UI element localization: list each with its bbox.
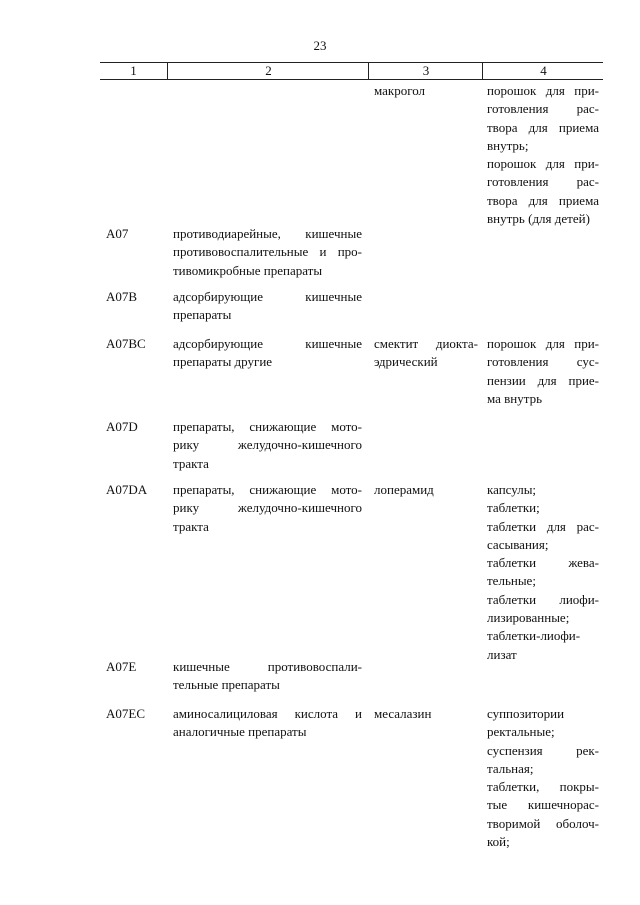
dosage-form-line: готовления рас-	[487, 174, 599, 190]
row-drug-name	[374, 82, 478, 100]
row-description	[173, 658, 362, 695]
dosage-form-line: тальная;	[487, 760, 534, 776]
dosage-form-line: творимой оболоч-	[487, 815, 599, 831]
row-code: A07D	[106, 419, 138, 434]
dosage-form-line: твора для приема	[487, 119, 599, 135]
dosage-form-line: порошок для при-	[487, 156, 599, 172]
dosage-form-line: таблетки;	[487, 500, 540, 516]
row-description	[173, 705, 362, 742]
dosage-form-line: готовления сус-	[487, 354, 599, 370]
row-code: A07E	[106, 659, 137, 674]
drug-name-line: макрогол	[374, 83, 426, 98]
drug-name-line: лоперамид	[374, 482, 434, 497]
dosage-form-line: ректальные;	[487, 724, 555, 740]
dosage-form-line: таблетки лиофи-	[487, 591, 599, 607]
dosage-form-line: готовления рас-	[487, 101, 599, 117]
drug-name-line: эдрический	[374, 354, 438, 370]
row-description	[173, 481, 362, 536]
row-code: A07DA	[106, 482, 148, 497]
description-line: рику желудочно-кишечного	[173, 437, 362, 453]
description-line: препараты	[173, 307, 232, 323]
dosage-form-line: тые кишечнорас-	[487, 797, 599, 813]
row-drug-name	[374, 481, 478, 499]
dosage-form-line: внутрь (для детей)	[487, 211, 590, 227]
row-dosage-forms	[487, 82, 599, 228]
column-header-2: 2	[167, 63, 369, 79]
drug-name-line: смектит диокта-	[374, 336, 478, 351]
row-code: A07	[106, 226, 129, 241]
dosage-form-line: таблетки, покры-	[487, 779, 599, 795]
row-code: A07B	[106, 289, 138, 304]
description-line: тельные препараты	[173, 677, 280, 693]
column-header-1: 1	[130, 63, 137, 78]
description-line: тивомикробные препараты	[173, 262, 323, 278]
page-number: 23	[313, 38, 327, 53]
row-code: A07BC	[106, 336, 146, 351]
description-line: рику желудочно-кишечного	[173, 500, 362, 516]
dosage-form-line: таблетки для рас-	[487, 518, 599, 534]
dosage-form-line: порошок для при-	[487, 336, 599, 351]
row-code: A07EC	[106, 706, 145, 721]
dosage-form-line: кой;	[487, 834, 510, 850]
dosage-form-line: таблетки-лиофи-	[487, 628, 581, 644]
row-drug-name	[374, 335, 478, 372]
description-line: адсорбирующие кишечные	[173, 336, 362, 351]
dosage-form-line: лизат	[487, 646, 517, 662]
column-header-3: 3	[368, 63, 483, 79]
table-header	[100, 62, 603, 80]
dosage-form-line: тельные;	[487, 573, 536, 589]
dosage-form-line: ма внутрь	[487, 390, 543, 406]
row-dosage-forms	[487, 705, 599, 851]
description-line: противовоспалительные и про-	[173, 244, 362, 260]
description-line: адсорбирующие кишечные	[173, 289, 362, 304]
description-line: аминосалициловая кислота и	[173, 706, 362, 721]
dosage-form-line: твора для приема	[487, 192, 599, 208]
dosage-form-line: лизированные;	[487, 610, 570, 626]
description-line: препараты, снижающие мото-	[173, 482, 362, 497]
description-line: препараты другие	[173, 354, 273, 370]
row-drug-name	[374, 705, 478, 723]
row-description	[173, 335, 362, 372]
description-line: тракта	[173, 518, 209, 534]
dosage-form-line: внутрь;	[487, 137, 529, 153]
description-line: препараты, снижающие мото-	[173, 419, 362, 434]
dosage-form-line: капсулы;	[487, 482, 537, 497]
row-dosage-forms	[487, 481, 599, 664]
dosage-form-line: сасывания;	[487, 536, 549, 552]
drug-name-line: месалазин	[374, 706, 432, 721]
dosage-form-line: суппозитории	[487, 706, 565, 721]
dosage-form-line: суспензия рек-	[487, 742, 599, 758]
row-description	[173, 225, 362, 280]
row-description	[173, 418, 362, 473]
description-line: кишечные противовоспали-	[173, 659, 362, 674]
description-line: аналогичные препараты	[173, 724, 307, 740]
description-line: тракта	[173, 455, 209, 471]
column-header-4: 4	[482, 63, 604, 79]
description-line: противодиарейные, кишечные	[173, 226, 362, 241]
row-description	[173, 288, 362, 325]
dosage-form-line: порошок для при-	[487, 83, 599, 98]
dosage-form-line: таблетки жева-	[487, 555, 599, 571]
dosage-form-line: пензии для прие-	[487, 372, 599, 388]
row-dosage-forms	[487, 335, 599, 408]
